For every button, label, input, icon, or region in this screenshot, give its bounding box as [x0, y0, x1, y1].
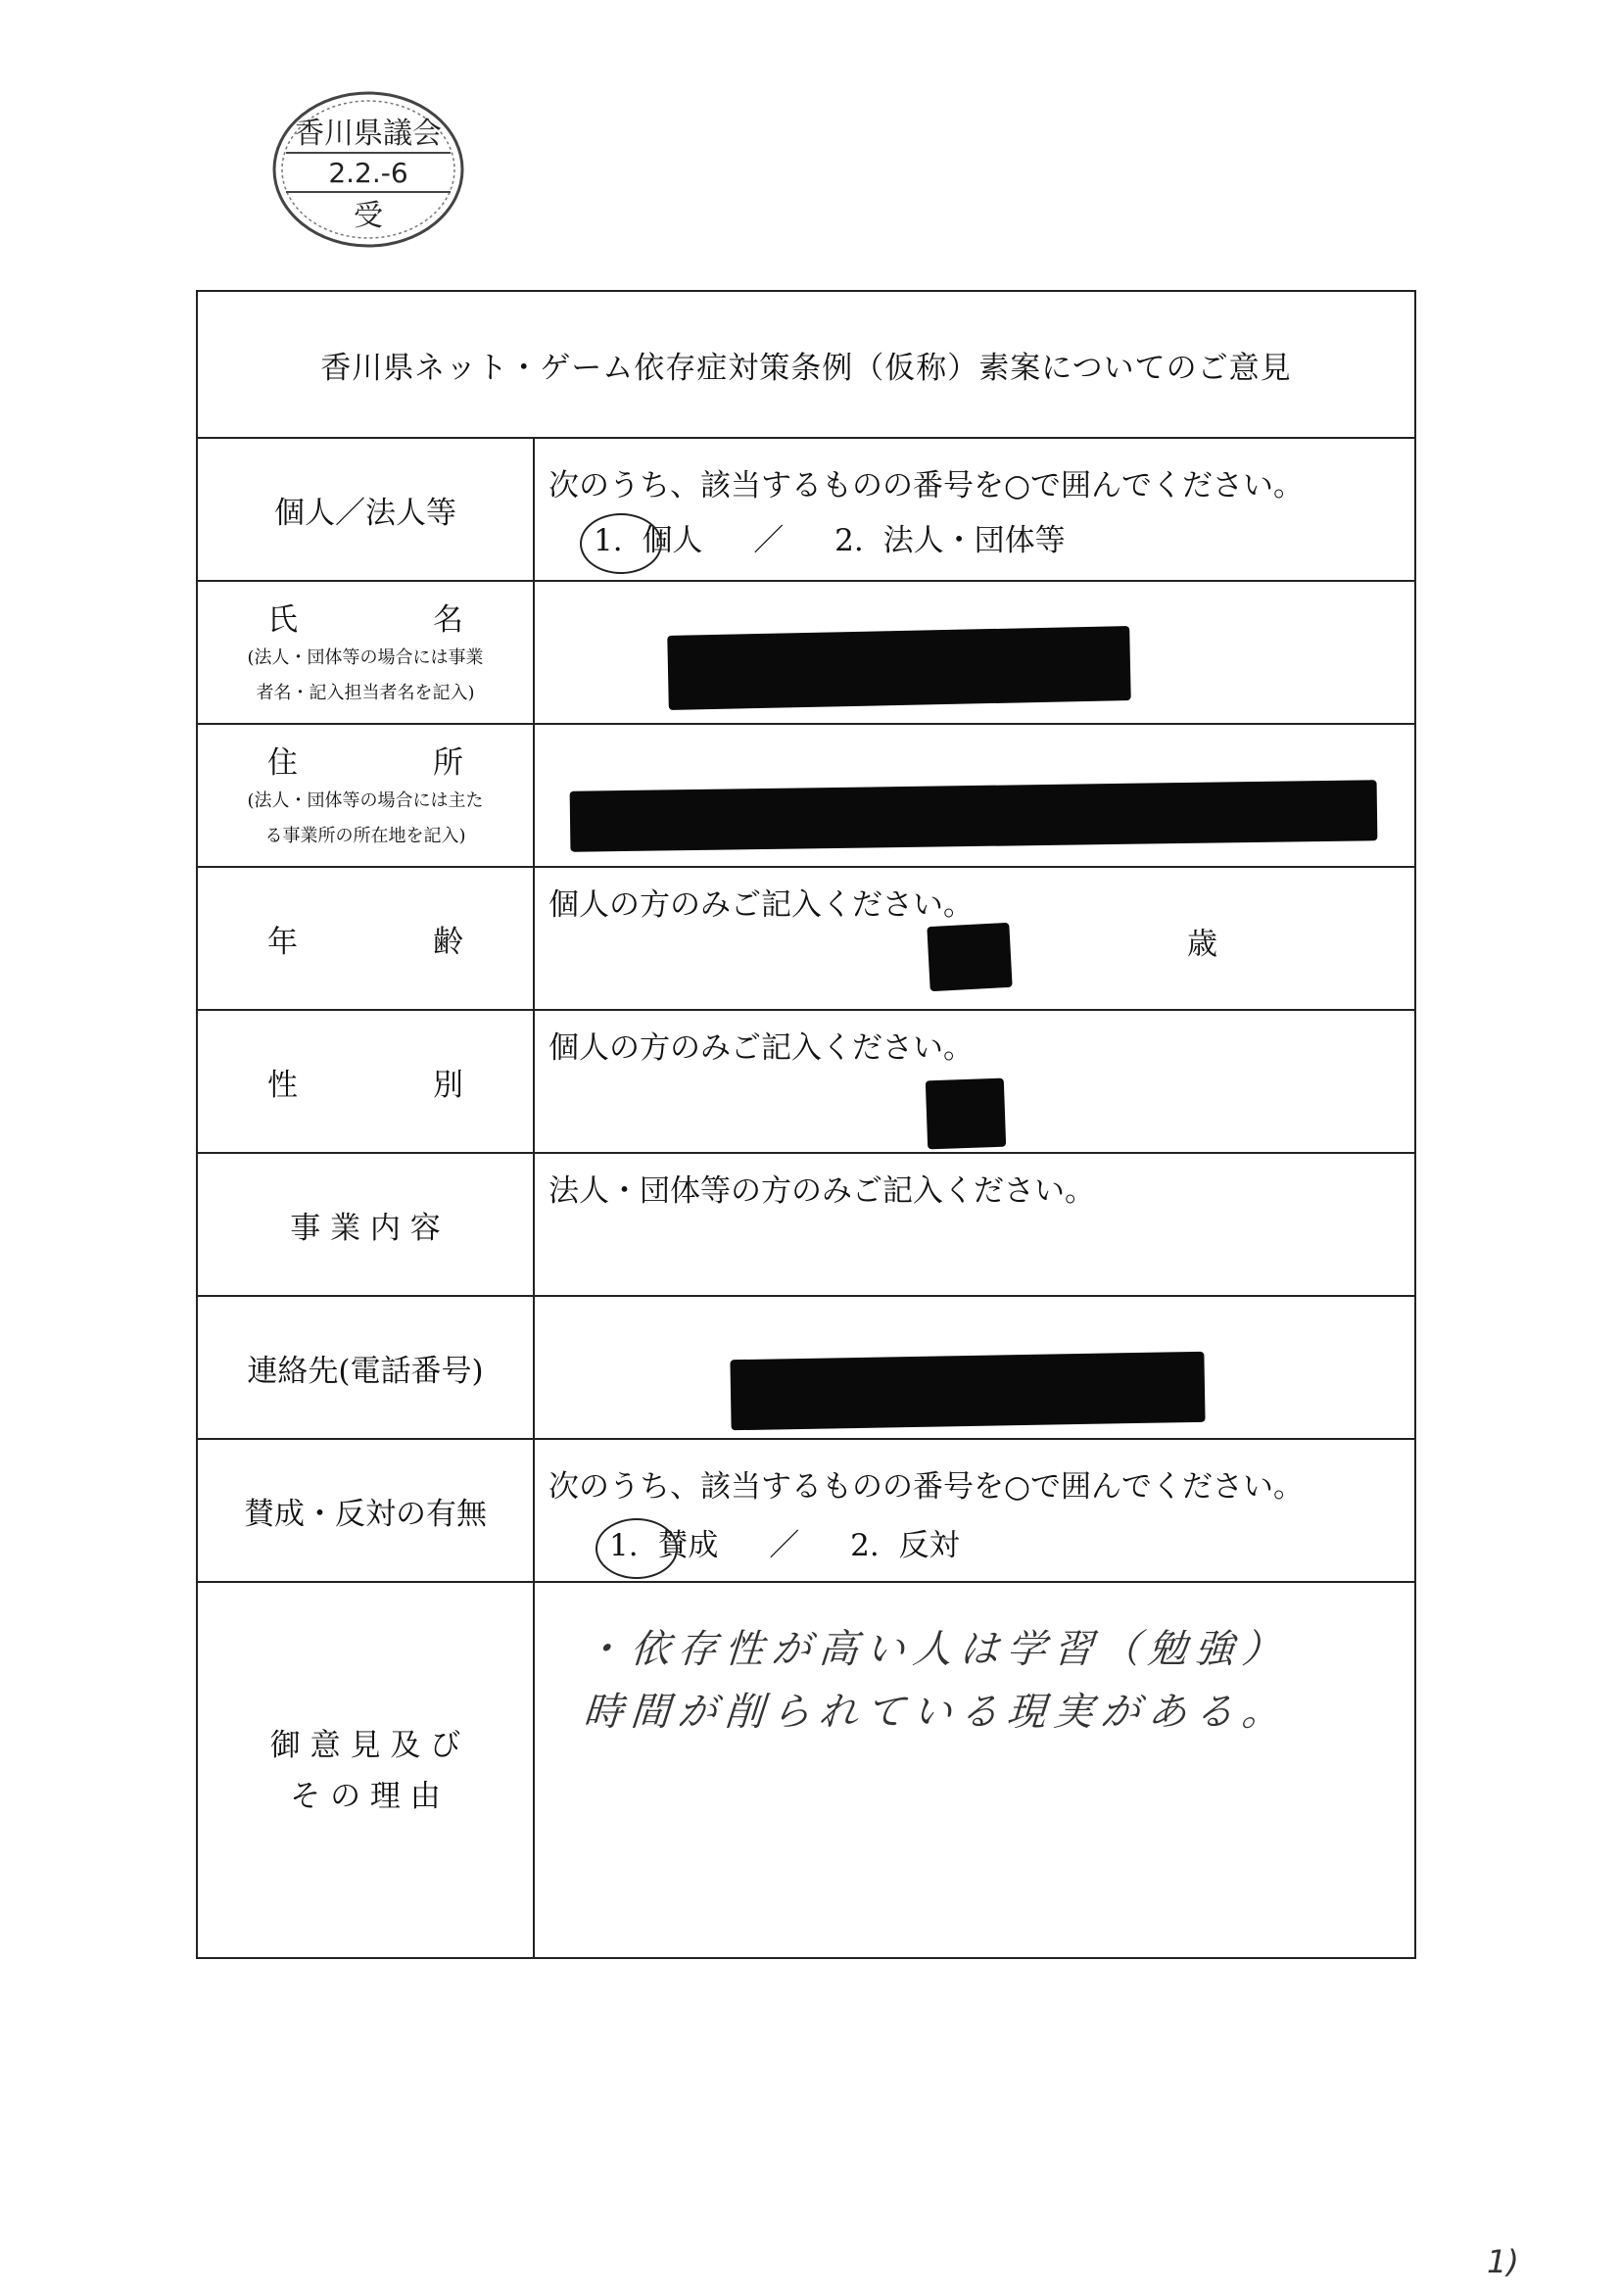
stance-option1-number[interactable]: 1.: [609, 1528, 639, 1563]
label-address-b: 所: [433, 744, 463, 781]
opinion-form: [196, 290, 1416, 1959]
stamp-mark: 受: [354, 199, 383, 233]
page-number: 1): [1487, 2243, 1519, 2280]
label-address-note2: る事業所の所在地を記入): [264, 825, 466, 846]
label-name-a: 氏: [267, 601, 298, 638]
redacted-address: [570, 780, 1378, 851]
type-separator: ／: [753, 523, 785, 558]
form-title: 香川県ネット・ゲーム依存症対策条例（仮称）素案についてのご意見: [198, 292, 1414, 439]
label-stance: [198, 1440, 535, 1581]
stance-instruction: 次のうち、該当するものの番号を○で囲んでください。: [548, 1469, 1305, 1505]
label-opinion-line1: 御 意 見 及 び: [269, 1728, 461, 1763]
redacted-age: [927, 923, 1012, 991]
opinion-handwritten-line1: ・依存性が高い人は学習（勉強）: [582, 1627, 1291, 1672]
label-name: [198, 582, 535, 723]
row-stance: [198, 1440, 1414, 1583]
row-contact: [198, 1297, 1414, 1440]
redacted-gender: [926, 1078, 1006, 1150]
label-gender-a: 性: [267, 1067, 298, 1103]
label-stance-text: 賛成・反対の有無: [244, 1496, 487, 1532]
stance-choices: [609, 1520, 960, 1564]
row-opinion: [198, 1583, 1414, 1959]
label-business: [198, 1154, 535, 1295]
content-gender[interactable]: [535, 1011, 1414, 1152]
content-opinion[interactable]: [535, 1583, 1414, 1959]
type-instruction: 次のうち、該当するものの番号を○で囲んでください。: [548, 468, 1305, 503]
gender-instruction: 個人の方のみご記入ください。: [548, 1030, 974, 1066]
label-type-text: 個人／法人等: [274, 495, 456, 531]
type-option1[interactable]: 個人: [642, 523, 703, 558]
content-contact[interactable]: [535, 1297, 1414, 1438]
content-type: [535, 439, 1414, 580]
stance-option1[interactable]: 賛成: [657, 1528, 719, 1563]
label-type: [198, 439, 535, 580]
row-address: [198, 725, 1414, 868]
content-stance: [535, 1440, 1414, 1581]
label-name-b: 名: [433, 601, 463, 638]
content-age[interactable]: [535, 868, 1414, 1009]
label-address-a: 住: [267, 744, 298, 781]
label-age: [198, 868, 535, 1009]
stance-separator: ／: [769, 1528, 800, 1563]
label-gender-b: 別: [433, 1067, 463, 1103]
row-business: [198, 1154, 1414, 1297]
stance-option2[interactable]: 反対: [898, 1528, 960, 1563]
label-name-note1: (法人・団体等の場合には事業: [247, 646, 484, 668]
label-gender: [198, 1011, 535, 1152]
label-opinion: [198, 1583, 535, 1959]
row-type: [198, 439, 1414, 582]
label-contact: [198, 1297, 535, 1438]
stamp-date: 2.2.-6: [328, 157, 408, 189]
opinion-handwritten-line2: 時間が削られている現実がある。: [582, 1690, 1291, 1735]
row-age: [198, 868, 1414, 1011]
type-option2[interactable]: 法人・団体等: [882, 523, 1066, 558]
label-age-a: 年: [267, 924, 298, 960]
stance-option2-number[interactable]: 2.: [850, 1528, 880, 1563]
label-address-note1: (法人・団体等の場合には主た: [247, 789, 484, 811]
label-contact-text: 連絡先(電話番号): [247, 1353, 484, 1389]
label-age-b: 齢: [433, 924, 463, 960]
label-address: [198, 725, 535, 866]
age-instruction: 個人の方のみご記入ください。: [548, 887, 974, 923]
content-business[interactable]: [535, 1154, 1414, 1295]
content-name[interactable]: [535, 582, 1414, 723]
stamp-org: 香川県議会: [295, 117, 442, 151]
row-name: [198, 582, 1414, 725]
row-gender: [198, 1011, 1414, 1154]
age-unit: 歳: [1187, 927, 1217, 962]
label-opinion-line2: そ の 理 由: [290, 1779, 441, 1814]
redacted-phone: [730, 1352, 1205, 1430]
type-choices: [594, 515, 1066, 559]
business-instruction: 法人・団体等の方のみご記入ください。: [548, 1173, 1095, 1209]
content-address[interactable]: [535, 725, 1414, 866]
label-name-note2: 者名・記入担当者名を記入): [256, 682, 475, 703]
type-option1-number[interactable]: 1.: [594, 523, 623, 558]
label-business-text: 事 業 内 容: [290, 1210, 441, 1246]
receipt-stamp: [266, 86, 470, 253]
type-option2-number[interactable]: 2.: [834, 523, 864, 558]
redacted-name: [667, 626, 1130, 710]
